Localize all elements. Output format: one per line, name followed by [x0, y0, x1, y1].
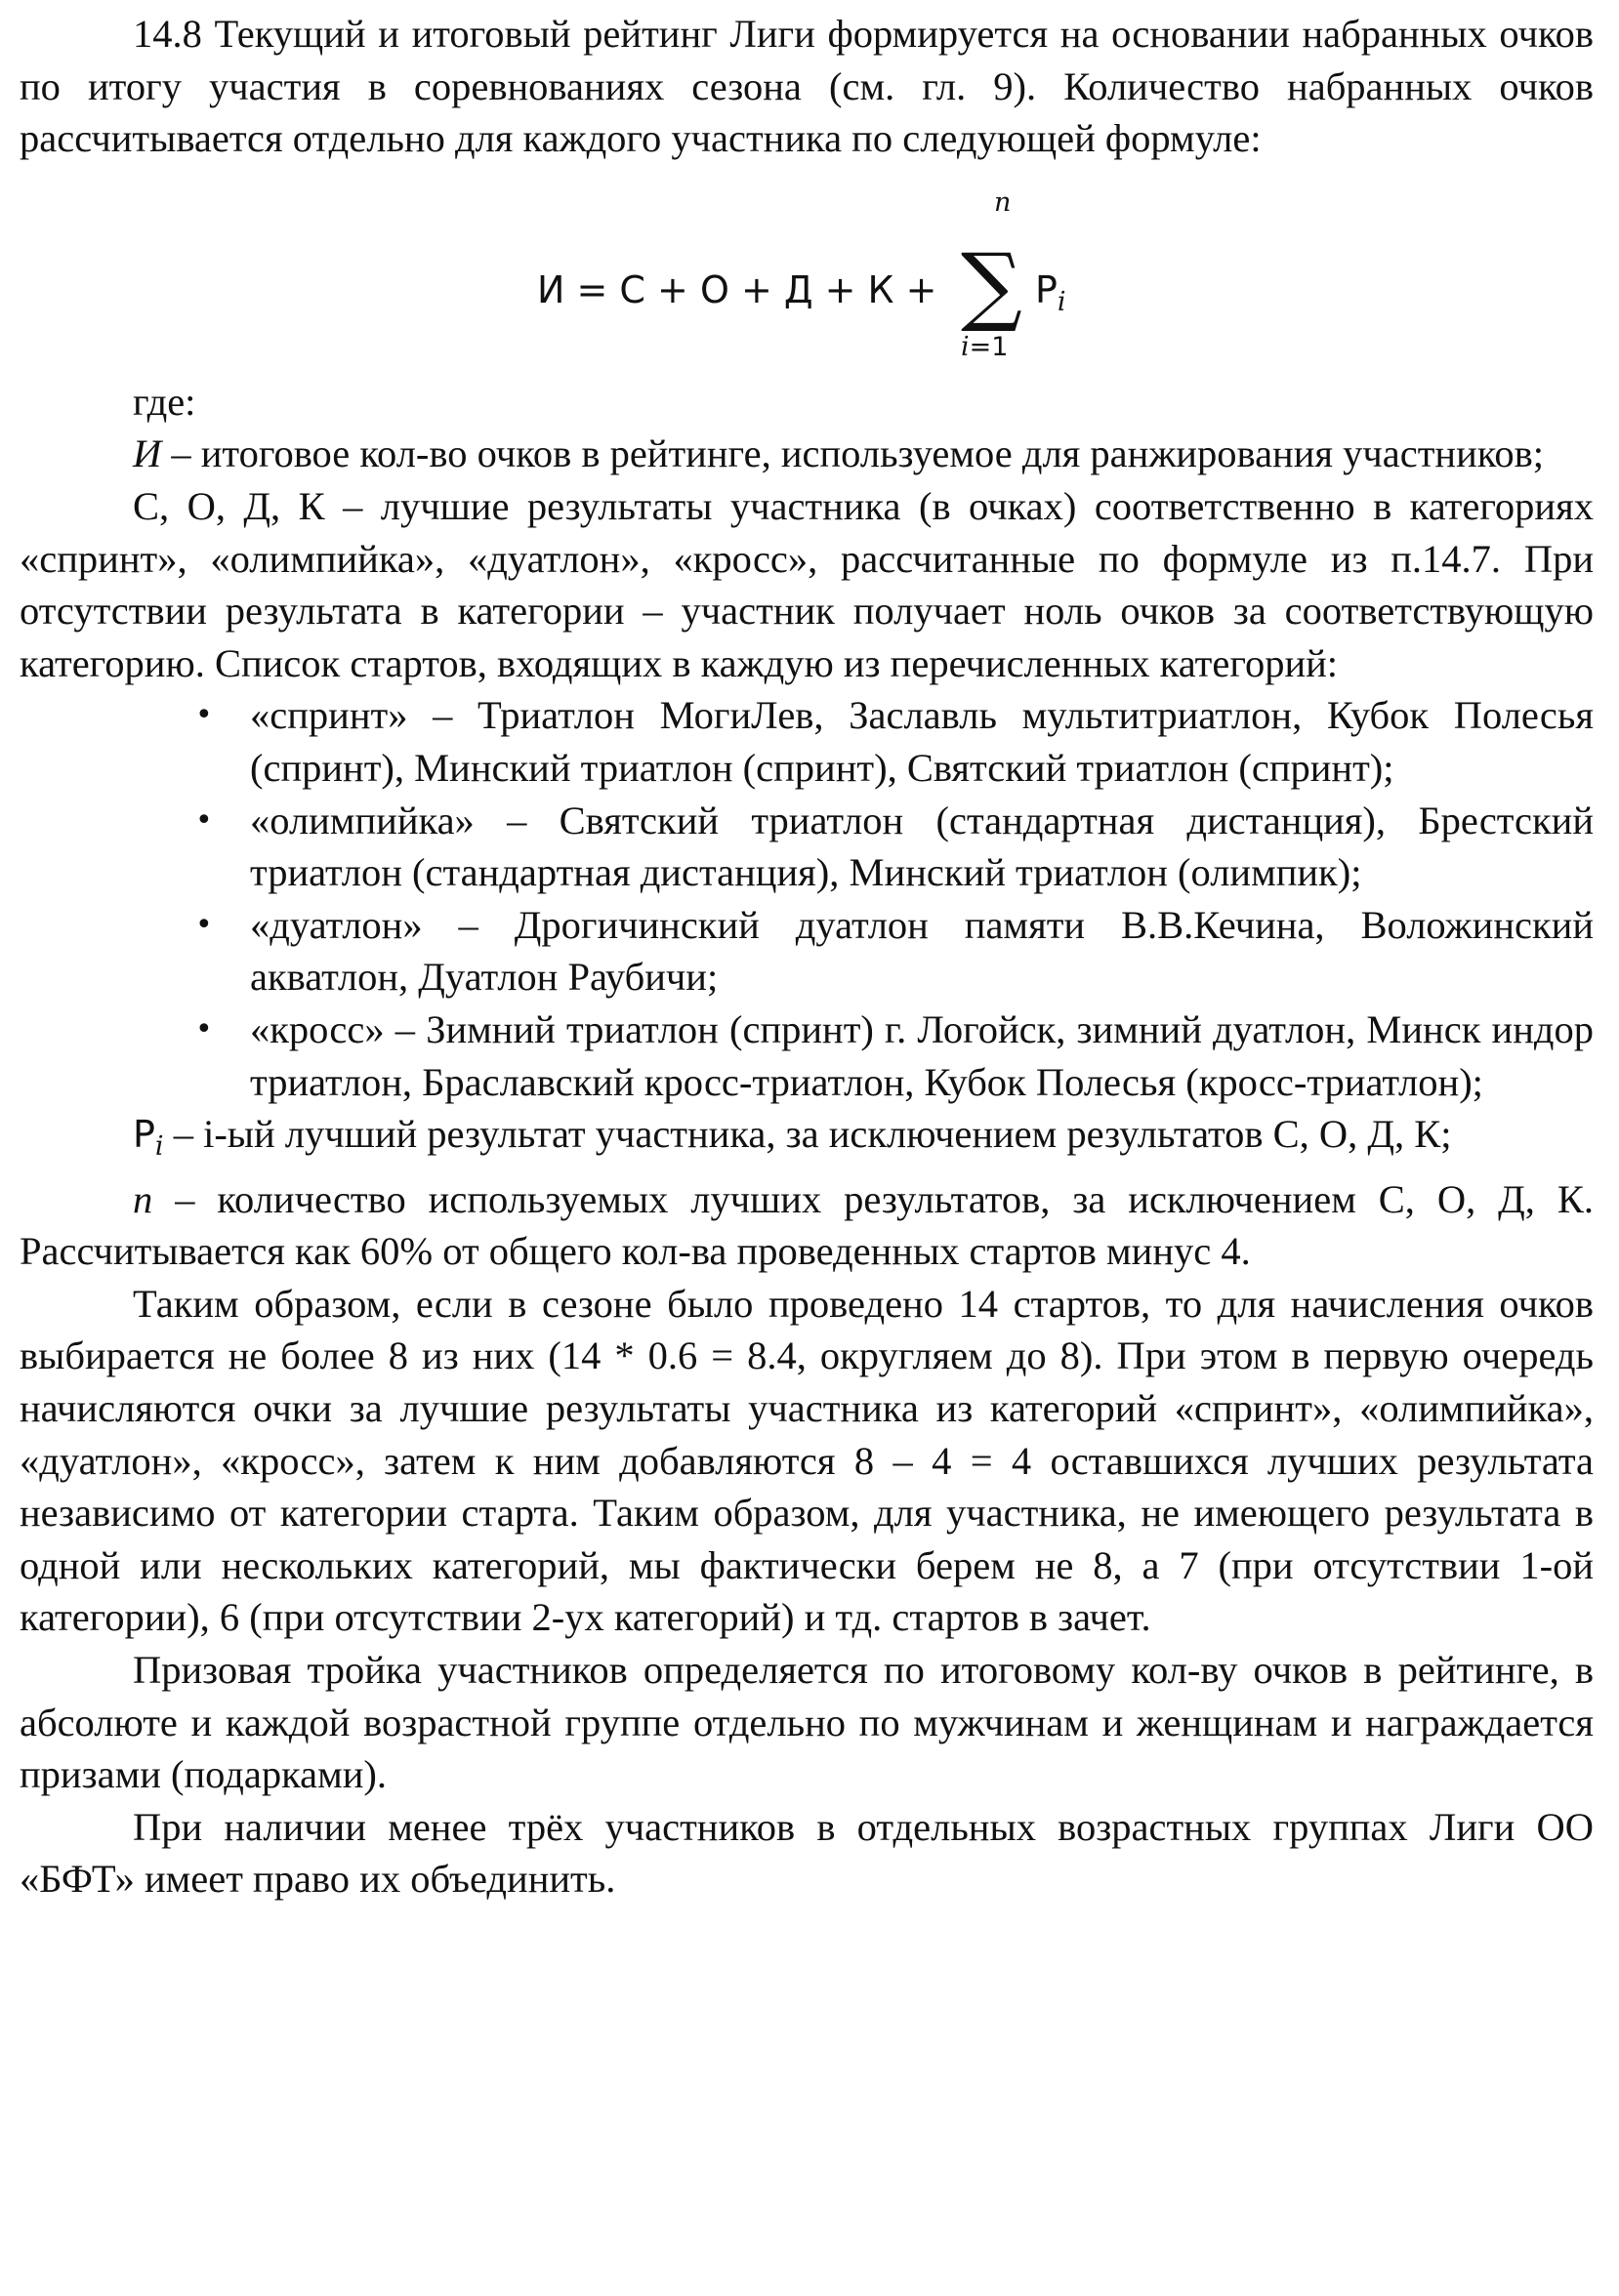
formula-lower-index: i	[961, 331, 970, 362]
intro-paragraph: 14.8 Текущий и итоговый рейтинг Лиги формируется на основании набранных очков по итогу участия в соревнованиях сезона (см. гл. 9). Количество набранных очков рассчитывается отдельно для каждого участника по следующей формуле:	[20, 12, 1594, 161]
total-definition-text: – итоговое кол-во очков в рейтинге, используемое для ранжирования участников;	[161, 431, 1545, 476]
formula-term-subscript: i	[1057, 286, 1066, 317]
category-item-olympic	[20, 795, 1594, 899]
formula-lower-value: =1	[969, 331, 1009, 362]
bullet-icon: •	[195, 802, 213, 838]
bullet-icon: •	[195, 698, 213, 733]
formula-upper-limit: n	[994, 186, 1012, 218]
bullet-icon: •	[195, 907, 213, 942]
n-definition-text: – количество используемых лучших результатов, за исключением С, О, Д, К. Рассчитывается как 60% от общего кол-ва проведенных стартов минус 4.	[20, 1176, 1594, 1274]
category-item-duathlon	[20, 899, 1594, 1004]
category-item-cross	[20, 1004, 1594, 1108]
bullet-icon: •	[195, 1011, 213, 1046]
formula-sum-symbol: ∑	[961, 233, 1022, 335]
category-item-text: «кросс» – Зимний триатлон (спринт) г. Логойск, зимний дуатлон, Минск индор триатлон, Браславский кросс-триатлон, Кубок Полесья (кросс-триатлон);	[250, 1006, 1594, 1104]
pi-definition-text: – i-ый лучший результат участника, за исключением результатов С, О, Д, К;	[163, 1112, 1452, 1157]
prizes-paragraph: Призовая тройка участников определяется по итоговому кол-ву очков в рейтинге, в абсолюте и каждой возрастной группе отдельно по мужчинам и женщинам и награждается призами (подарками).	[20, 1648, 1594, 1797]
rating-formula	[20, 165, 1594, 376]
n-definition	[20, 1173, 1594, 1278]
document-page	[20, 8, 1594, 1906]
n-symbol: n	[133, 1176, 153, 1221]
pi-symbol	[133, 1113, 164, 1163]
formula-term-letter: Р	[1035, 267, 1058, 311]
category-list	[20, 689, 1594, 1108]
pi-letter: Р	[133, 1113, 155, 1157]
example-paragraph: Таким образом, если в сезоне было проведено 14 стартов, то для начисления очков выбирается не более 8 из них (14 * 0.6 = 8.4, округляем до 8). При этом в первую очередь начисляются очки за лучшие результаты участника из категорий «спринт», «олимпийка», «дуатлон», «кросс», затем к ним добавляются 8 – 4 = 4 оставшихся лучших результата независимо от категории старта. Таким образом, для участника, не имеющего результата в одной или нескольких категорий, мы фактически берем не 8, а 7 (при отсутствии 1-ой категории), 6 (при отсутствии 2-ух категорий) и тд. стартов в зачет.	[20, 1281, 1594, 1640]
merge-paragraph: При наличии менее трёх участников в отдельных возрастных группах Лиги ОО «БФТ» имеет право их объединить.	[20, 1804, 1594, 1902]
total-symbol: И	[133, 431, 162, 476]
where-label: где:	[133, 379, 196, 424]
category-item-text: «дуатлон» – Дрогичинский дуатлон памяти В.В.Кечина, Воложинский акватлон, Дуатлон Раубичи;	[250, 902, 1594, 1000]
category-item-text: «олимпийка» – Святский триатлон (стандартная дистанция), Брестский триатлон (стандартная дистанция), Минский триатлон (олимпик);	[250, 798, 1594, 895]
total-definition	[20, 428, 1594, 480]
formula-lhs: И = С + О + Д + К +	[537, 267, 937, 311]
category-item-sprint	[20, 689, 1594, 794]
category-item-text: «спринт» – Триатлон МогиЛев, Заславль мультитриатлон, Кубок Полесья (спринт), Минский триатлон (спринт), Святский триатлон (спринт);	[250, 693, 1594, 790]
formula-term	[1035, 265, 1066, 329]
categories-definition: С, О, Д, К – лучшие результаты участника (в очках) соответственно в категориях «спринт», «олимпийка», «дуатлон», «кросс», рассчитанные по формуле из п.14.7. При отсутствии результата в категории – участник получает ноль очков за соответствующую категорию. Список стартов, входящих в каждую из перечисленных категорий:	[20, 483, 1594, 685]
pi-definition	[20, 1108, 1594, 1173]
formula-lower-limit	[961, 321, 1008, 374]
pi-subscript: i	[154, 1131, 164, 1163]
